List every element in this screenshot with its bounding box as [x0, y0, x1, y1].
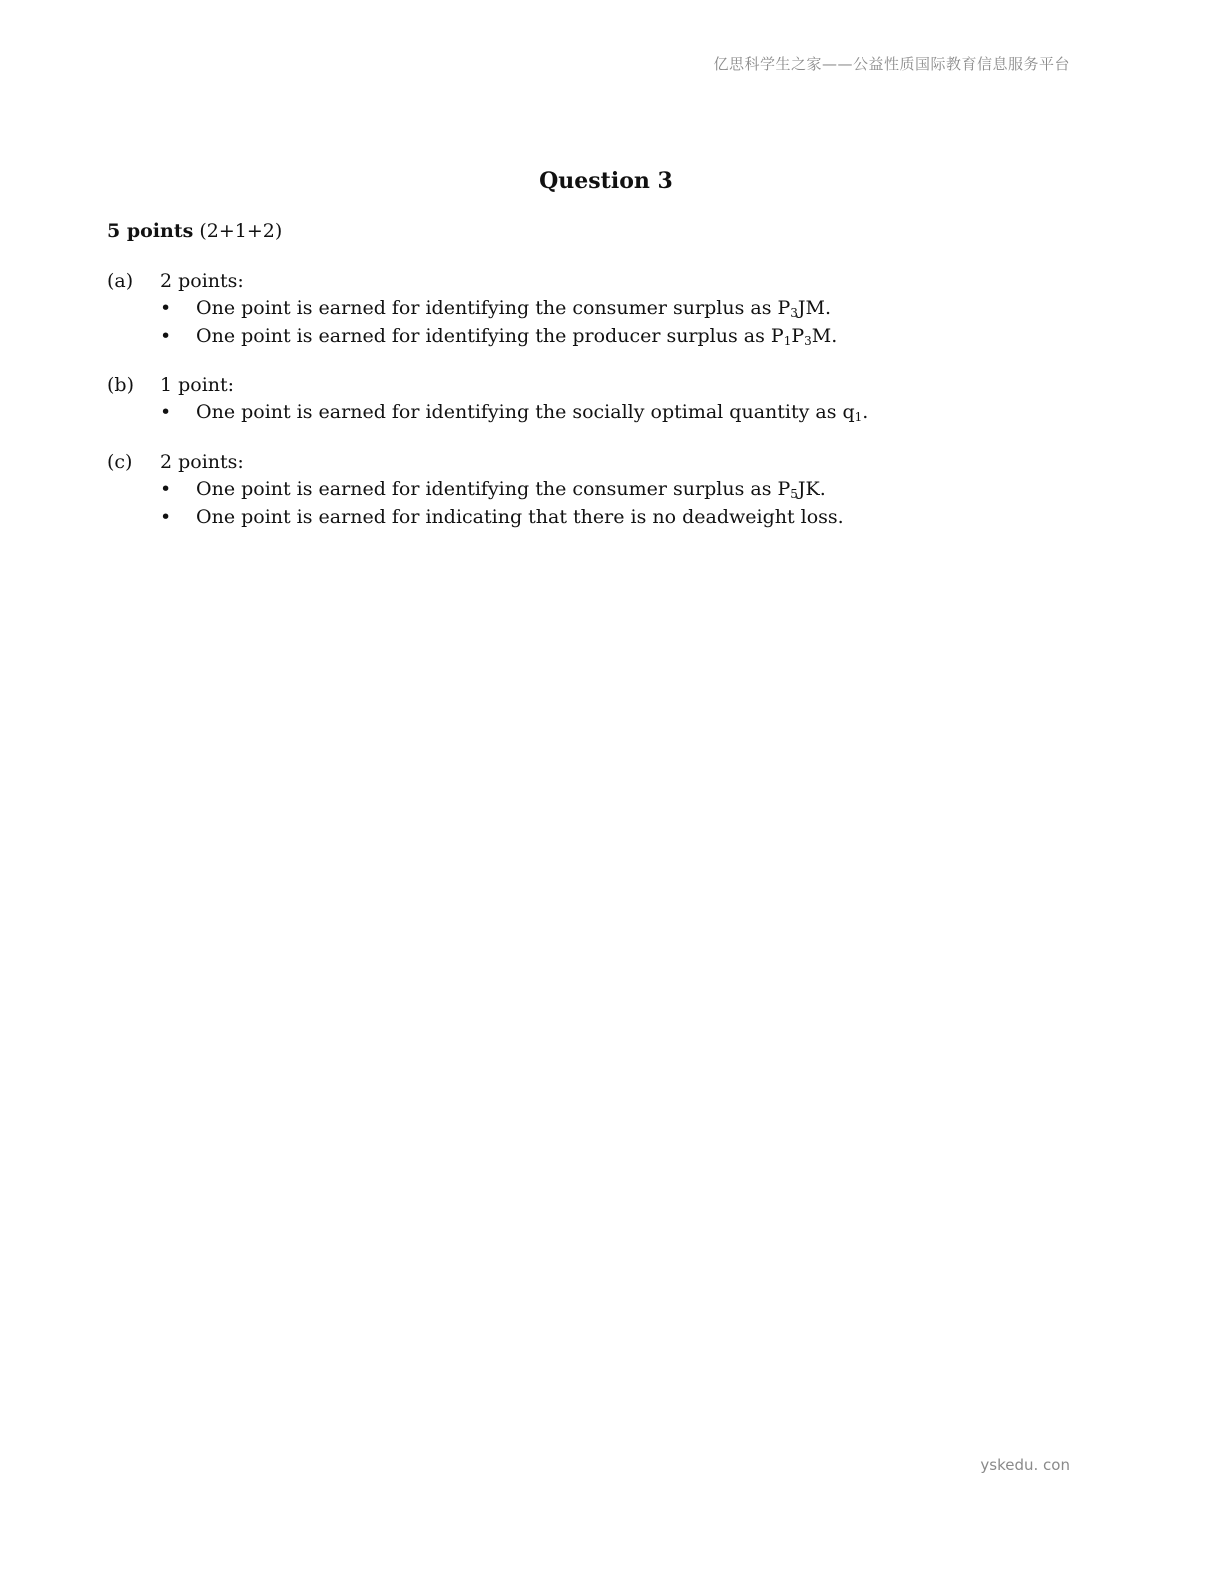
points-total: 5 points	[107, 220, 194, 242]
part-heading: 1 point:	[160, 374, 235, 396]
bullet-icon: •	[160, 401, 172, 423]
bullet-text: One point is earned for identifying the producer surplus as $P_1P_3M$.	[196, 324, 838, 348]
part-heading: 2 points:	[160, 451, 244, 473]
points-breakdown: (2+1+2)	[199, 220, 283, 242]
question-title: Question 3	[539, 168, 673, 194]
footer-site: yskedu. con	[980, 1456, 1070, 1474]
part-label: (c)	[107, 451, 133, 473]
part-label: (b)	[107, 374, 134, 396]
bullet-icon: •	[160, 478, 172, 500]
bullet-text: One point is earned for indicating that there is no deadweight loss.	[196, 505, 844, 528]
bullet-icon: •	[160, 324, 172, 347]
part-label: (a)	[107, 270, 134, 292]
bullet-text: One point is earned for identifying the consumer surplus as $P_3JM$.	[196, 297, 832, 320]
points-summary	[107, 220, 282, 242]
header-watermark: 亿思科学生之家——公益性质国际教育信息服务平台	[713, 55, 1070, 73]
part-heading: 2 points:	[160, 270, 244, 292]
bullet-text: One point is earned for identifying the consumer surplus as $P_5JK$.	[196, 478, 826, 501]
bullet-text: One point is earned for identifying the socially optimal quantity as $q_1$.	[196, 401, 869, 424]
bullet-icon: •	[160, 505, 172, 528]
bullet-icon: •	[160, 297, 172, 319]
